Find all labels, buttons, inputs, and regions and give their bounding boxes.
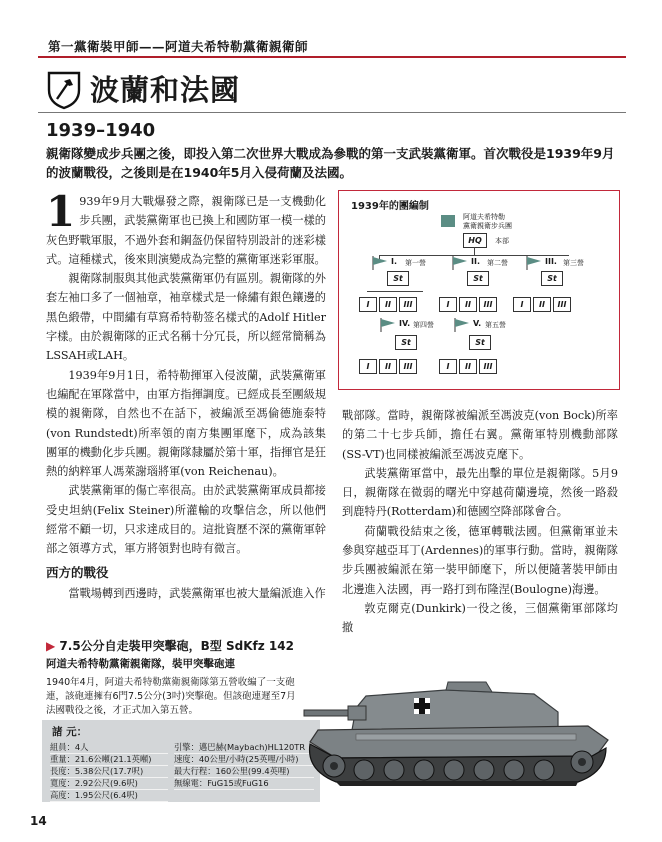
battalion-5-label: 第五營 — [485, 321, 506, 329]
illustration-heading: ▶ 7.5公分自走裝甲突擊砲，B型 SdKfz 142 — [46, 639, 294, 653]
flag-battalion-3-icon — [525, 255, 543, 271]
page-title: 波蘭和法國 — [90, 73, 241, 107]
battalion-1-num: I. — [391, 257, 398, 266]
company-box: III — [553, 297, 571, 312]
body-column-right — [342, 406, 618, 638]
spec-crew: 組員：4人 — [50, 742, 168, 754]
staff-box-2: St — [467, 271, 489, 286]
company-box: III — [479, 359, 497, 374]
spec-weight: 重量：21.6公噸(21.1英噸) — [50, 754, 168, 766]
title-divider — [38, 112, 626, 113]
spec-speed: 速度：40公里/小時(25英哩/小時) — [174, 754, 314, 766]
company-box: I — [439, 359, 457, 374]
flag-battalion-5-icon — [453, 317, 471, 333]
paragraph-4: 武裝黨衛軍的傷亡率很高。由於武裝黨衛軍成員都接受史坦納(Felix Steiner)所灌輸的攻擊信念，所以他們經常不顧一切，只求達成目的。這批資歷不深的黨衛軍幹部之領導方式，軍方將領對也時有微言。 — [46, 484, 326, 556]
paragraph-8: 荷蘭戰役結束之後，德軍轉戰法國。但黨衛軍並未參與穿越亞耳丁(Ardennes)的軍事行動。當時，親衛隊步兵團被編派在第一裝甲師麾下，所以便隨著裝甲師由北邊進入法國，再一路打到布隆涅(Boulogne)海邊。 — [342, 524, 618, 596]
spec-range: 最大行程：160公里(99.4英哩) — [174, 766, 314, 778]
battalion-4-label: 第四營 — [413, 321, 434, 329]
header-rule — [38, 56, 626, 58]
section-subheading: 西方的戰役 — [46, 564, 109, 580]
company-box: II — [459, 297, 477, 312]
lead-paragraph: 親衛隊變成步兵團之後，即投入第二次世界大戰成為參戰的第一支武裝黨衛軍。首次戰役是1939年9月的波蘭戰役，之後則是在1940年5月入侵荷蘭及法國。 — [46, 146, 615, 180]
paragraph-3: 1939年9月1日，希特勒揮軍入侵波蘭，武裝黨衛軍也編配在軍隊當中，由軍方指揮調度。已經成長至團級規模的親衛隊，自然也不在話下，被編派至馮倫德施泰特(von Rundstedt)所率領的南方集團軍麾下，成為該集團軍的機動化步兵團。親衛隊隸屬於第十軍，指揮官是狂熱的納粹軍人馮萊謝瑙將軍(von Reichenau)。 — [46, 368, 326, 479]
spec-length: 長度：5.38公尺(17.7呎) — [50, 766, 168, 778]
paragraph-2: 親衛隊制服與其他武裝黨衛軍仍有區別。親衛隊的外套左袖口多了一個袖章，袖章樣式是一條繡有銀色鑲邊的黑色緞帶，中間繡有草寫希特勒签名樣式的Adolf Hitler字樣。由於親衛隊的正式名稱十分冗長，所以經常簡稱為LSSAH或LAH。 — [46, 272, 326, 363]
staff-box-1: St — [387, 271, 409, 286]
body-column-left — [46, 187, 326, 603]
flag-battalion-2-icon — [451, 255, 469, 271]
flag-battalion-4-icon — [379, 317, 397, 333]
company-box: II — [533, 297, 551, 312]
flag-hq-icon — [441, 215, 455, 227]
hq-unit-name: 阿道夫希特勒 黨衛親衛步兵團 — [463, 213, 512, 230]
battalion-1-label: 第一營 — [405, 259, 426, 267]
specs-title: 諸 元： — [52, 726, 88, 738]
spec-height: 高度：1.95公尺(6.4呎) — [50, 790, 168, 802]
flag-battalion-1-icon — [371, 255, 389, 271]
spec-width: 寬度：2.92公尺(9.6呎) — [50, 778, 168, 790]
paragraph-7: 武裝黨衛軍當中，最先出擊的單位是親衛隊。5月9日，親衛隊在微弱的曙光中穿越荷蘭邊境，然後一路殺到鹿特丹(Rotterdam)和德國空降部隊會合。 — [342, 466, 618, 519]
spec-engine: 引擎：邁巴赫(Maybach)HL120TR — [174, 742, 314, 754]
company-box: II — [379, 297, 397, 312]
stug-tank-illustration — [296, 678, 616, 796]
battalion-2-num: II. — [471, 257, 480, 266]
illustration-caption: 1940年4月，阿道夫希特勒黨衛親衛隊第五營收編了一支砲連，該砲連擁有6門7.5公分(3吋)突擊砲。但該砲連遲至7月法國戰役之後，才正式加入第五營。 — [46, 677, 296, 716]
series-title: 第一黨衛裝甲師——阿道夫希特勒黨衛親衛師 — [48, 39, 309, 54]
paragraph-1: 1 939年9月大戰爆發之際，親衛隊已是一支機動化步兵團，武裝黨衛軍也已換上和國防軍一模一樣的灰色野戰軍服，不過外套和鋼盔仍保留特別設計的迷彩樣式。這種樣式，後來則演變成為完整的黨衛軍迷彩軍服。 — [46, 187, 326, 266]
diagram-title: 1939年的團編制 — [351, 201, 429, 212]
company-box: I — [359, 359, 377, 374]
company-box: III — [399, 359, 417, 374]
battalion-5-num: V. — [473, 319, 482, 328]
specifications-box — [42, 720, 320, 802]
spec-radio: 無線電：FuG15或FuG16 — [174, 778, 314, 790]
staff-box-3: St — [541, 271, 563, 286]
page-number: 14 — [30, 814, 47, 828]
company-box: II — [459, 359, 477, 374]
company-box: I — [439, 297, 457, 312]
paragraph-5: 當戰場轉到西邊時，武裝黨衛軍也被大量編派進入作 — [68, 586, 326, 600]
company-box: II — [379, 359, 397, 374]
paragraph-6: 戰部隊。當時，親衛隊被編派至馮波克(von Bock)所率的第二十七步兵師，擔任右翼。黨衛軍特別機動部隊(SS-VT)也同樣被編派至馮波克麾下。 — [342, 409, 618, 461]
battalion-4-num: IV. — [399, 319, 411, 328]
dropcap: 1 — [46, 187, 76, 236]
company-box: I — [359, 297, 377, 312]
triangle-icon: ▶ — [46, 639, 56, 653]
battalion-3-label: 第三營 — [563, 259, 584, 267]
period-heading: 1939–1940 — [46, 120, 156, 141]
battalion-2-label: 第二營 — [487, 259, 508, 267]
illustration-subheading: 阿道夫希特勒黨衛親衛隊，裝甲突擊砲連 — [46, 658, 235, 670]
battalion-3-num: III. — [545, 257, 557, 266]
org-diagram — [338, 190, 620, 390]
staff-box-4: St — [395, 335, 417, 350]
company-box: I — [513, 297, 531, 312]
shield-icon — [46, 70, 82, 110]
paragraph-9: 敦克爾克(Dunkirk)一役之後，三個黨衛軍部隊均撤 — [342, 601, 618, 635]
company-box: III — [479, 297, 497, 312]
company-box: III — [399, 297, 417, 312]
hq-box: HQ — [463, 233, 487, 248]
hq-label: 本部 — [495, 237, 509, 245]
staff-box-5: St — [469, 335, 491, 350]
